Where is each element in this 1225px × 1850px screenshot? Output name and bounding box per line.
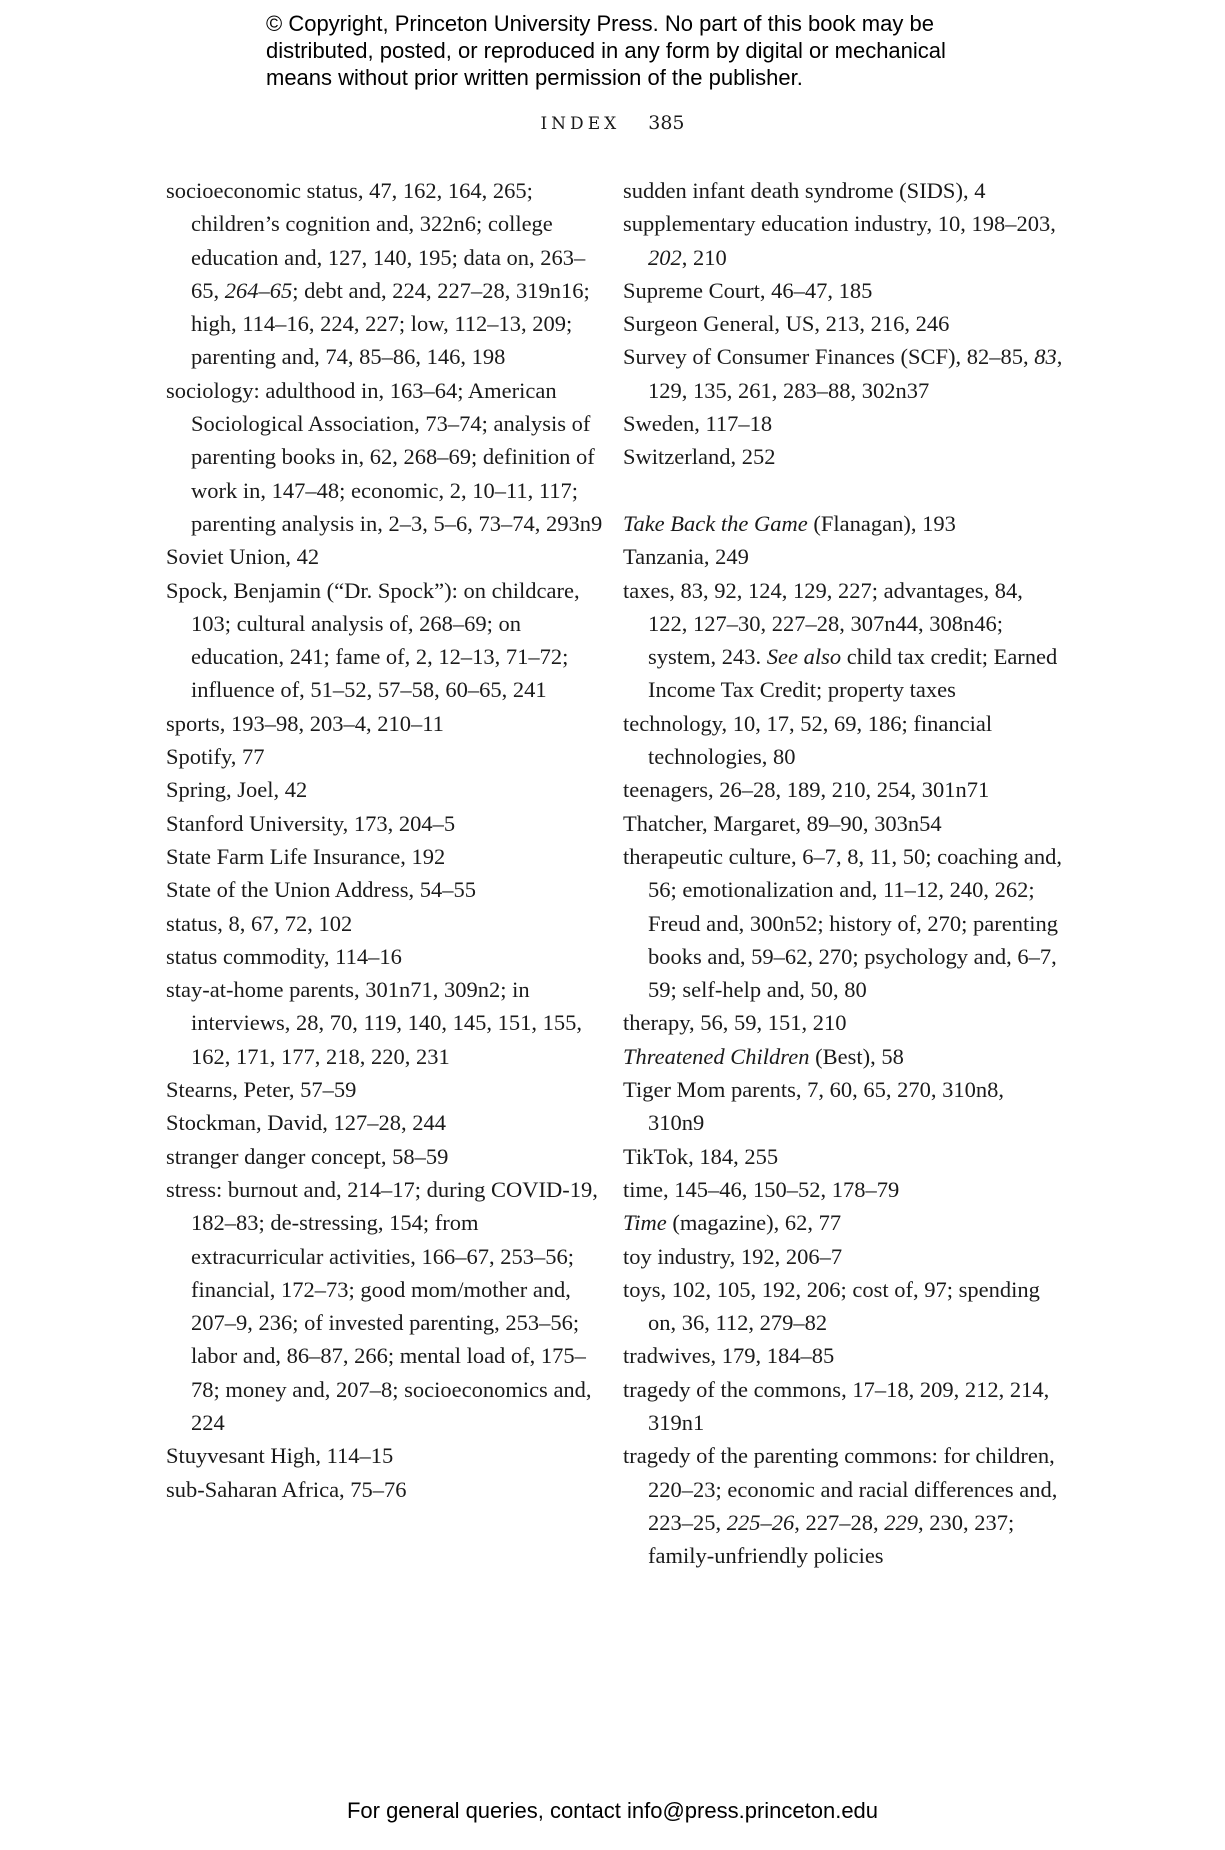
copyright-notice bbox=[266, 10, 1026, 91]
index-column-left bbox=[166, 174, 606, 1506]
index-entry: socioeconomic status, 47, 162, 164, 265; children’s cognition and, 322n6; college education and, 127, 140, 195; data on, 263–65, 264–65; debt and, 224, 227–28, 319n16; high, 114–16, 224, 227; low, 112–13, 209; parenting and, 74, 85–86, 146, 198 bbox=[166, 178, 590, 370]
index-entry: Switzerland, 252 bbox=[623, 444, 776, 470]
index-entry: Sweden, 117–18 bbox=[623, 411, 773, 437]
page-number: 385 bbox=[648, 112, 685, 134]
running-head-title: INDEX bbox=[540, 114, 621, 134]
index-entry: Survey of Consumer Finances (SCF), 82–85, 83, 129, 135, 261, 283–88, 302n37 bbox=[623, 344, 1063, 403]
index-entry: technology, 10, 17, 52, 69, 186; financial technologies, 80 bbox=[623, 710, 993, 770]
index-entry: taxes, 83, 92, 124, 129, 227; advantages, 84, 122, 127–30, 227–28, 307n44, 308n46; system, 243. See also child tax credit; Earned Income Tax Credit; property taxes bbox=[623, 577, 1058, 703]
index-entry: Spring, Joel, 42 bbox=[166, 777, 308, 803]
index-entry: Stearns, Peter, 57–59 bbox=[166, 1077, 357, 1103]
index-entry: tradwives, 179, 184–85 bbox=[623, 1343, 835, 1369]
index-entry: Surgeon General, US, 213, 216, 246 bbox=[623, 311, 950, 337]
index-entry: status commodity, 114–16 bbox=[166, 943, 402, 969]
index-entry: stranger danger concept, 58–59 bbox=[166, 1143, 449, 1169]
index-entry: therapy, 56, 59, 151, 210 bbox=[623, 1010, 847, 1036]
index-entry: tragedy of the commons, 17–18, 209, 212, 214, 319n1 bbox=[623, 1376, 1050, 1435]
index-entry: Stuyvesant High, 114–15 bbox=[166, 1443, 394, 1469]
index-entry: sudden infant death syndrome (SIDS), 4 bbox=[623, 178, 986, 203]
index-entry: Time (magazine), 62, 77 bbox=[623, 1210, 842, 1236]
index-entry: sports, 193–98, 203–4, 210–11 bbox=[166, 710, 444, 736]
index-entry: tragedy of the parenting commons: for children, 220–23; economic and racial differences and, 223–25, 225–26, 227–28, 229, 230, 237; family-unfriendly policies bbox=[623, 1443, 1058, 1569]
index-entry: sociology: adulthood in, 163–64; American Sociological Association, 73–74; analysis of parenting books in, 62, 268–69; definition of work in, 147–48; economic, 2, 10–11, 117; parenting analysis in, 2–3, 5–6, 73–74, 293n9 bbox=[166, 377, 603, 536]
index-entry: Spotify, 77 bbox=[166, 744, 265, 770]
index-entry: Soviet Union, 42 bbox=[166, 544, 320, 570]
index-entry: Tanzania, 249 bbox=[623, 544, 749, 570]
running-head bbox=[0, 112, 1225, 134]
index-entry: Tiger Mom parents, 7, 60, 65, 270, 310n8, 310n9 bbox=[623, 1077, 1005, 1136]
index-entry: TikTok, 184, 255 bbox=[623, 1143, 779, 1169]
index-entry: sub-Saharan Africa, 75–76 bbox=[166, 1476, 407, 1502]
index-entry: Threatened Children (Best), 58 bbox=[623, 1043, 904, 1069]
index-entry: status, 8, 67, 72, 102 bbox=[166, 910, 353, 936]
index-entry: Spock, Benjamin (“Dr. Spock”): on childcare, 103; cultural analysis of, 268–69; on education, 241; fame of, 2, 12–13, 71–72; influence of, 51–52, 57–58, 60–65, 241 bbox=[166, 577, 580, 703]
index-entry: Take Back the Game (Flanagan), 193 bbox=[623, 510, 956, 536]
copyright-line: © Copyright, Princeton University Press. No part of this book may be bbox=[266, 11, 934, 36]
copyright-line: means without prior written permission of the publisher. bbox=[266, 65, 803, 90]
index-entry: supplementary education industry, 10, 198–203, 202, 210 bbox=[623, 211, 1056, 270]
index-entry: time, 145–46, 150–52, 178–79 bbox=[623, 1176, 900, 1202]
index-entry: teenagers, 26–28, 189, 210, 254, 301n71 bbox=[623, 777, 990, 803]
index-column-right bbox=[623, 174, 1063, 1572]
index-entry: Stanford University, 173, 204–5 bbox=[166, 810, 456, 836]
index-entry: stay-at-home parents, 301n71, 309n2; in interviews, 28, 70, 119, 140, 145, 151, 155, 162, 171, 177, 218, 220, 231 bbox=[166, 977, 583, 1069]
footer-contact: For general queries, contact info@press.princeton.edu bbox=[346, 1798, 879, 1823]
index-entry: State Farm Life Insurance, 192 bbox=[166, 843, 446, 869]
index-entry: Thatcher, Margaret, 89–90, 303n54 bbox=[623, 810, 942, 836]
index-entry: Supreme Court, 46–47, 185 bbox=[623, 277, 873, 303]
index-entry: State of the Union Address, 54–55 bbox=[166, 877, 476, 903]
index-entry: Stockman, David, 127–28, 244 bbox=[166, 1110, 446, 1136]
index-entry: toy industry, 192, 206–7 bbox=[623, 1243, 843, 1269]
index-entry: stress: burnout and, 214–17; during COVID-19, 182–83; de-stressing, 154; from extracurricular activities, 166–67, 253–56; financial, 172–73; good mom/mother and, 207–9, 236; of invested parenting, 253–56; labor and, 86–87, 266; mental load of, 175–78; money and, 207–8; socioeconomics and, 224 bbox=[166, 1176, 598, 1435]
index-entry: toys, 102, 105, 192, 206; cost of, 97; spending on, 36, 112, 279–82 bbox=[623, 1276, 1040, 1336]
copyright-line: distributed, posted, or reproduced in any form by digital or mechanical bbox=[266, 38, 946, 63]
index-entry: therapeutic culture, 6–7, 8, 11, 50; coaching and, 56; emotionalization and, 11–12, 240, 262; Freud and, 300n52; history of, 270; parenting books and, 59–62, 270; psychology and, 6–7, 59; self-help and, 50, 80 bbox=[623, 843, 1063, 1003]
